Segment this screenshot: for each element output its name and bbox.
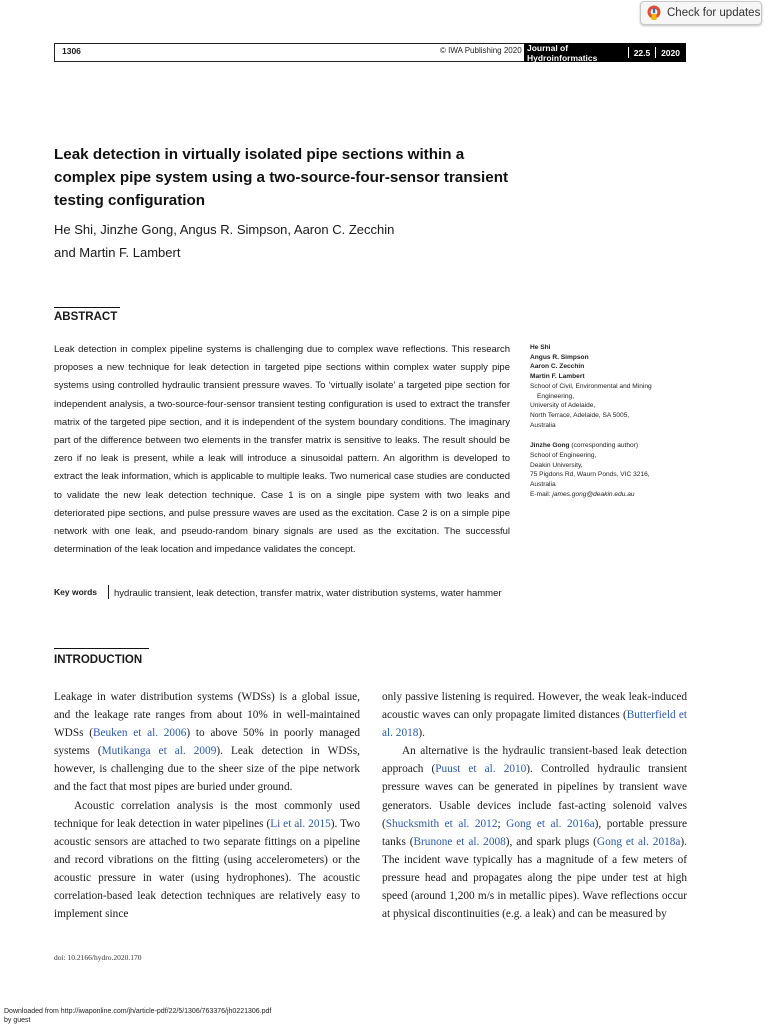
authors-line: He Shi, Jinzhe Gong, Angus R. Simpson, Aaron C. Zecchin [54, 218, 474, 241]
section-rule [54, 648, 149, 649]
download-url[interactable]: Downloaded from http://iwaponline.com/jh/article-pdf/22/5/1306/763376/jh0221306.pdf [4, 1008, 271, 1017]
journal-year: 2020 [661, 48, 680, 58]
affiliation-author: Aaron C. Zecchin [530, 362, 700, 372]
keywords-label: Key words [54, 587, 97, 597]
authors-line: and Martin F. Lambert [54, 241, 474, 264]
citation-link[interactable]: Mutikanga et al. 2009 [102, 745, 217, 757]
journal-volume: 22.5 [634, 48, 651, 58]
affiliation-author: Martin F. Lambert [530, 372, 700, 382]
author-affiliations [530, 343, 700, 500]
keywords-text: hydraulic transient, leak detection, transfer matrix, water distribution systems, water hammer [114, 585, 514, 602]
citation-link[interactable]: Gong et al. 2016a [506, 818, 594, 830]
abstract-text: Leak detection in complex pipeline systems is challenging due to complex wave reflections. This research proposes a new technique for leak detection in targeted pipe sections within complex water supply pipe systems using controlled hydraulic transient pressure waves. To ‘virtually isolate’ a targeted pipe section for independent analysis, a two-source-four-sensor transient testing configuration is used to extract the transfer matrix of the targeted pipe section, and it is independent of the system boundary conditions. The imaginary part of the difference between two elements in the transfer matrix is sensitive to leaks. The result should be zero if no leak is present, while a leak will introduce a sinusoidal pattern. An algorithm is developed to extract the leak information, which is applicable to multiple leaks. Two numerical case studies are conducted to validate the new leak detection technique. Case 1 is on a single pipe system with two leaks and deteriorated pipe sections, and pulse pressure waves are used as the excitation. Case 2 is on a simple pipe network with one leak, and pseudo-random binary signals are used as the excitation. The successful determination of the leak location and impedance validates the concept. [54, 341, 510, 559]
author-list [54, 218, 474, 264]
citation-link[interactable]: Gong et al. 2018a [597, 836, 680, 848]
affiliation-address-line: North Terrace, Adelaide, SA 5005, [530, 411, 700, 421]
affiliation-address-line: 75 Pigdons Rd, Waurn Ponds, VIC 3216, [530, 470, 700, 480]
email-link[interactable]: james.gong@deakin.edu.au [552, 491, 634, 498]
body-column-right [382, 688, 687, 923]
corresponding-author [530, 441, 700, 451]
citation-link[interactable]: Shucksmith et al. 2012 [386, 818, 498, 830]
journal-name: Journal of Hydroinformatics [527, 43, 623, 63]
paragraph: An alternative is the hydraulic transient-based leak detection approach (Puust et al. 2010). Controlled hydraulic transient pressure waves can be generated in pipelines by transient wave generators. Usable devices include fast-acting solenoid valves (Shucksmith et al. 2012; Gong et al. 2016a), portable pressure tanks (Brunone et al. 2008), and spark plugs (Gong et al. 2018a). The incident wave typically has a magnitude of a few meters of pressure head and propagates along the pipe under test at high speed (around 1,200 m/s in metallic pipes). Wave reflections occur at physical discontinuities (e.g. a leak) and can be measured by [382, 742, 687, 923]
affiliation-author: Angus R. Simpson [530, 353, 700, 363]
affiliation-address-line: School of Engineering, [530, 451, 700, 461]
paragraph: only passive listening is required. However, the weak leak-induced acoustic waves can only propagate limited distances (Butterfield et al. 2018). [382, 688, 687, 742]
affiliation-address-line: Australia [530, 421, 700, 431]
publisher-notice: © IWA Publishing 2020 [440, 46, 522, 55]
email-line [530, 490, 700, 500]
affiliation-address-line: Engineering, [530, 392, 700, 402]
divider [628, 47, 629, 58]
body-column-left [54, 688, 360, 923]
corresponding-author-name: Jinzhe Gong [530, 442, 570, 449]
citation-link[interactable]: Puust et al. 2010 [435, 763, 526, 775]
affiliation-address-line: School of Civil, Environmental and Mining [530, 382, 700, 392]
page-number: 1306 [62, 46, 81, 56]
introduction-heading: INTRODUCTION [54, 654, 142, 666]
affiliation-author: He Shi [530, 343, 700, 353]
section-rule [54, 307, 120, 308]
corresponding-author-role: (corresponding author) [570, 442, 639, 449]
abstract-heading: ABSTRACT [54, 311, 117, 323]
citation-link[interactable]: Butterfield et al. 2018 [382, 709, 687, 739]
affiliation-address-line: Australia [530, 480, 700, 490]
download-user: by guest [4, 1017, 271, 1025]
update-badge-icon [647, 5, 661, 21]
download-notice [4, 1008, 271, 1025]
check-for-updates-label: Check for updates [667, 7, 760, 19]
journal-banner [524, 43, 686, 62]
paragraph: Acoustic correlation analysis is the most commonly used technique for leak detection in water pipelines (Li et al. 2015). Two acoustic sensors are attached to two separate fittings on a pipeline and record vibrations on the fitting (using accelerometers) or the acoustic pressure in water (using hydrophones). The acoustic correlation-based leak detection techniques are relatively easy to implement since [54, 797, 360, 924]
divider [655, 47, 656, 58]
paragraph: Leakage in water distribution systems (WDSs) is a global issue, and the leakage rate ranges from about 10% in well-maintained WDSs (Beuken et al. 2006) to above 50% in poorly managed systems (Mutikanga et al. 2009). Leak detection in WDSs, however, is challenging due to the sheer size of the pipe network and the fact that most pipes are buried under ground. [54, 688, 360, 797]
citation-link[interactable]: Brunone et al. 2008 [414, 836, 506, 848]
affiliation-address-line: Deakin University, [530, 461, 700, 471]
keywords-divider [108, 585, 109, 599]
email-label: E-mail: [530, 491, 552, 498]
citation-link[interactable]: Beuken et al. 2006 [93, 727, 186, 739]
doi: doi: 10.2166/hydro.2020.170 [54, 953, 142, 962]
check-for-updates-button[interactable] [640, 1, 762, 25]
citation-link[interactable]: Li et al. 2015 [270, 818, 331, 830]
article-title: Leak detection in virtually isolated pipe sections within a complex pipe system using a two-source-four-sensor transient testing configuration [54, 143, 514, 212]
affiliation-address-line: University of Adelaide, [530, 401, 700, 411]
